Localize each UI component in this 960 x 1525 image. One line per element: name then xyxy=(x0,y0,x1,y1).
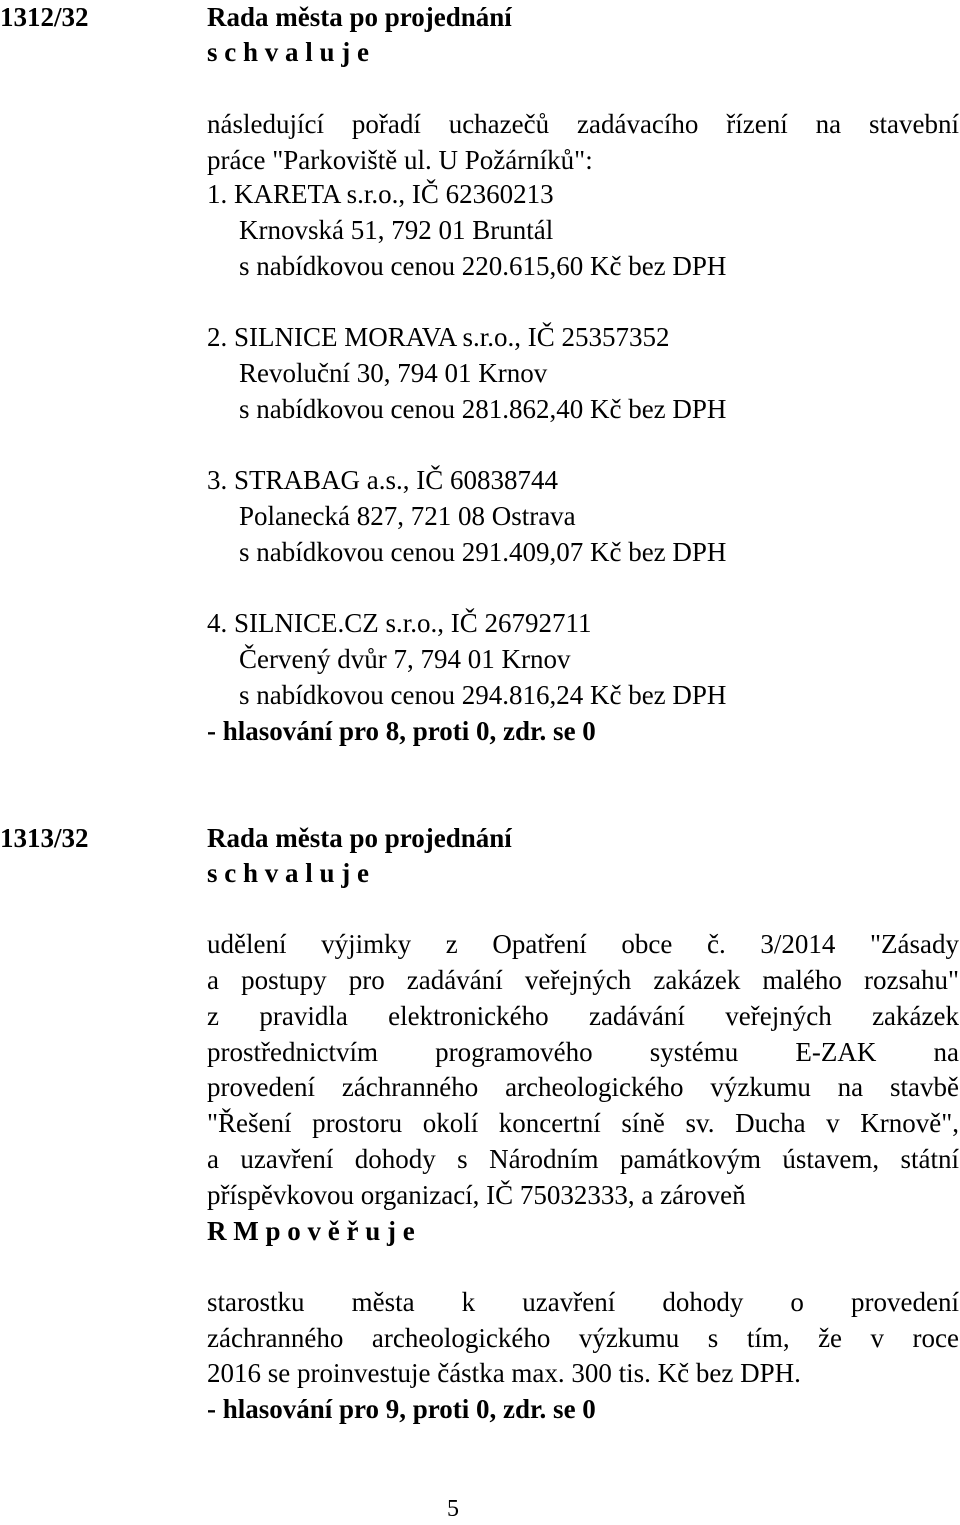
resolution-verb: s c h v a l u j e xyxy=(207,858,369,888)
vote-result: - hlasování pro 8, proti 0, zdr. se 0 xyxy=(207,716,596,746)
bidder-price: s nabídkovou cenou 220.615,60 Kč bez DPH xyxy=(239,251,727,281)
body-line: udělení výjimky z Opatření obce č. 3/2014 "Zásady xyxy=(207,929,959,959)
bidder-address: Červený dvůr 7, 794 01 Krnov xyxy=(239,644,571,674)
resolution-heading: Rada města po projednání xyxy=(207,2,512,32)
vote-result: - hlasování pro 9, proti 0, zdr. se 0 xyxy=(207,1394,596,1424)
body-line: a uzavření dohody s Národním památkovým ústavem, státní xyxy=(207,1144,959,1174)
bidder-price: s nabídkovou cenou 294.816,24 Kč bez DPH xyxy=(239,680,727,710)
bidder-address: Krnovská 51, 792 01 Bruntál xyxy=(239,215,554,245)
body-line: 2016 se proinvestuje částka max. 300 tis. Kč bez DPH. xyxy=(207,1358,801,1388)
page-number: 5 xyxy=(447,1496,459,1522)
intro-line: práce "Parkoviště ul. U Požárníků": xyxy=(207,145,593,175)
bidder-name: 2. SILNICE MORAVA s.r.o., IČ 25357352 xyxy=(207,322,670,352)
bidder-name: 3. STRABAG a.s., IČ 60838744 xyxy=(207,465,559,495)
body-line: "Řešení prostoru okolí koncertní síně sv. Ducha v Krnově", xyxy=(207,1108,959,1138)
body-line: a postupy pro zadávání veřejných zakázek malého rozsahu" xyxy=(207,965,959,995)
body-line: příspěvkovou organizací, IČ 75032333, a zároveň xyxy=(207,1180,746,1210)
resolution-number: 1313/32 xyxy=(0,823,89,853)
resolution-heading: Rada města po projednání xyxy=(207,823,512,853)
bidder-name: 1. KARETA s.r.o., IČ 62360213 xyxy=(207,179,554,209)
resolution-verb-secondary: R M p o v ě ř u j e xyxy=(207,1216,415,1246)
bidder-price: s nabídkovou cenou 291.409,07 Kč bez DPH xyxy=(239,537,727,567)
resolution-verb: s c h v a l u j e xyxy=(207,37,369,67)
resolution-number: 1312/32 xyxy=(0,2,89,32)
bidder-name: 4. SILNICE.CZ s.r.o., IČ 26792711 xyxy=(207,608,592,638)
body-line: provedení záchranného archeologického výzkumu na stavbě xyxy=(207,1072,959,1102)
bidder-address: Polanecká 827, 721 08 Ostrava xyxy=(239,501,576,531)
body-line: záchranného archeologického výzkumu s tím, že v roce xyxy=(207,1323,959,1353)
body-line: starostku města k uzavření dohody o provedení xyxy=(207,1287,959,1317)
intro-line: následující pořadí uchazečů zadávacího řízení na stavební xyxy=(207,109,959,139)
body-line: z pravidla elektronického zadávání veřejných zakázek xyxy=(207,1001,959,1031)
bidder-address: Revoluční 30, 794 01 Krnov xyxy=(239,358,548,388)
bidder-price: s nabídkovou cenou 281.862,40 Kč bez DPH xyxy=(239,394,727,424)
body-line: prostřednictvím programového systému E-ZAK na xyxy=(207,1037,959,1067)
